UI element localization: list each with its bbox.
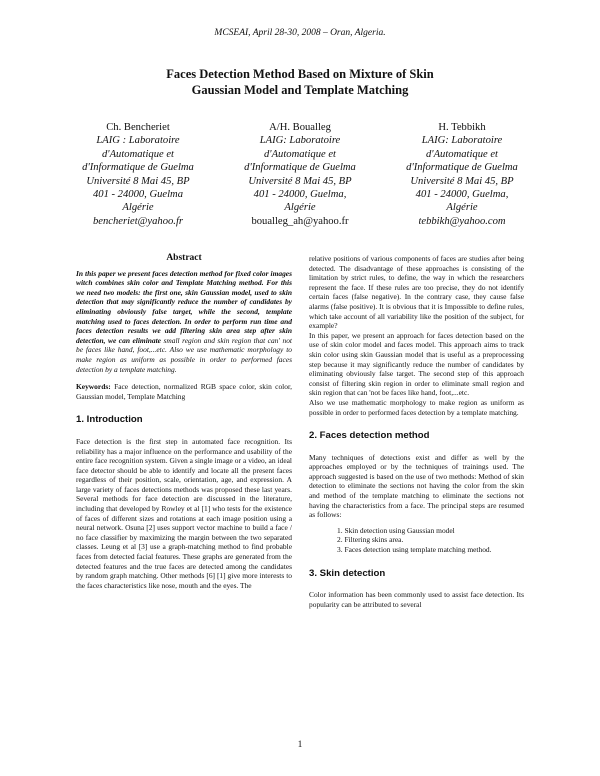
author-lab-2: d'Automatique et bbox=[264, 148, 336, 160]
author-lab-2: d'Automatique et bbox=[102, 148, 174, 160]
morphology-paragraph: Also we use mathematic morphology to make region as uniform as possible in order to performed faces detection by a template matching. bbox=[309, 397, 524, 417]
abstract-italic: small region and skin region that can' not be faces like hand, foot,...etc. Also we use mathematic morphology to make region as uniform as possible in order to performed faces detection by a template matching. bbox=[76, 335, 292, 374]
method-paragraph: Many techniques of detections exist and differ as well by the approaches employed or by the techniques of trainings used. The approach suggested is based on the use of two methods: Method of skin detection to eliminate the sections not having the color from the skin and method of the template matching to eliminate the sections not having the characteristics from a face. The principal steps are resumed as follows: bbox=[309, 452, 524, 520]
abstract-heading: Abstract bbox=[166, 253, 202, 263]
author-name: Ch. Bencheriet bbox=[106, 122, 170, 133]
author-lab: LAIG: Laboratoire bbox=[421, 135, 503, 147]
author-address-2: 401 - 24000, Guelma bbox=[92, 189, 184, 201]
author-address-1: Université 8 Mai 45, BP bbox=[86, 175, 190, 187]
paper-title bbox=[60, 66, 540, 98]
skin-paragraph: Color information has been commonly used to assist face detection. Its popularity can be attributed to several bbox=[309, 590, 524, 609]
author-address-2: 401 - 24000, Guelma, bbox=[415, 189, 509, 201]
author-country: Algérie bbox=[122, 202, 154, 214]
keywords-text: Face detection, normalized RGB space color, skin color, Gaussian model, Template Matching bbox=[76, 382, 292, 401]
author-2 bbox=[220, 121, 380, 228]
list-item: 2. Filtering skins area. bbox=[337, 535, 404, 545]
list-item: 3. Faces detection using template matching method. bbox=[337, 545, 492, 555]
author-lab-3: d'Informatique de Guelma bbox=[406, 162, 518, 174]
intro-paragraph: Face detection is the first step in automated face recognition. Its reliability has a major influence on the performance and usability of the entire face recognition system. Given a single image or a video, an ideal face detector should be able to identify and locate all the present faces regardless of their position, scale, orientation, age, and expression. A large variety of faces detections methods was proposed these last years. Several methods for face detection are discussed in the literature, including that developed by Rowley et al [1] who tests for the existence of faces of different sizes and rotations at each image position using a neural network. Osuna [2] uses support vector machine to build a face / no face classifier by maximizing the margin between the two separated classes. Leung et al [3] use a graph-matching method to find probable faces from detected facial features. These graphs are generated from the detected features and the true faces are detected among the candidates by random graph matching. Other methods [6] [1] give more interests to the faces characteristics like nose, mouth and the eyes. The bbox=[76, 436, 292, 590]
author-email: boualleg_ah@yahoo.fr bbox=[251, 215, 349, 227]
author-lab-3: d'Informatique de Guelma bbox=[244, 162, 356, 174]
section-heading-skin: 3. Skin detection bbox=[309, 567, 386, 579]
author-lab: LAIG : Laboratoire bbox=[96, 135, 180, 147]
steps-list bbox=[309, 526, 524, 555]
author-email: bencheriet@yahoo.fr bbox=[92, 215, 184, 227]
author-block bbox=[58, 121, 542, 228]
author-name: H. Tebbikh bbox=[438, 122, 486, 133]
left-column bbox=[76, 254, 292, 590]
author-country: Algérie bbox=[446, 202, 478, 214]
right-column bbox=[309, 254, 524, 609]
author-country: Algérie bbox=[284, 202, 316, 214]
author-lab: LAIG: Laboratoire bbox=[259, 135, 341, 147]
keywords-label: Keywords: bbox=[76, 382, 111, 392]
page-number: 1 bbox=[297, 740, 303, 750]
title-line-2: Gaussian Model and Template Matching bbox=[191, 83, 409, 97]
keywords bbox=[76, 382, 292, 401]
author-name: A/H. Boualleg bbox=[269, 122, 331, 133]
abstract-text bbox=[76, 269, 292, 375]
author-address-2: 401 - 24000, Guelma, bbox=[253, 189, 347, 201]
author-address-1: Université 8 Mai 45, BP bbox=[410, 175, 514, 187]
author-lab-2: d'Automatique et bbox=[426, 148, 498, 160]
approach-paragraph: In this paper, we present an approach for faces detection based on the use of skin color model and faces model. This approach aims to track skin color using skin Gaussian model that is useful as a preprocessing step because it may significantly reduce the number of candidates by eliminating obviously false target. The second step of this approach consist of filtering skin region in order to eliminate small region and skin region that can 'not be faces like hand, foot,...etc. bbox=[309, 330, 524, 398]
author-3 bbox=[382, 121, 542, 228]
author-lab-3: d'Informatique de Guelma bbox=[82, 162, 194, 174]
author-1 bbox=[58, 121, 218, 228]
section-heading-method: 2. Faces detection method bbox=[309, 430, 430, 442]
list-item: 1. Skin detection using Gaussian model bbox=[337, 525, 455, 535]
section-heading-introduction: 1. Introduction bbox=[76, 414, 143, 426]
abstract-bold: In this paper we present faces detection method for fixed color images witch combines skin color and Template Matching method. For this we need two models: the first one, skin Gaussian model, used to skin detection that may significantly reduce the number of candidates by eliminating obviously false target, while the second, template matching used to faces detection. In order to perform run time and faces detection results we add filtering skin area step after skin detection, we can eliminate bbox=[76, 268, 292, 345]
intro-continuation: relative positions of various components of faces are studies after being detected. The disadvantage of these approaches is consisting of the limitation by strict rules, to define, the way in which the researchers represent the face. If these rules are too precise, they do not identify certain faces (false negative). In the contrary case, they cause false alarms (false positive). It is obvious that it is Impossible to define rules, which take account of all variability like the position of the subject, for example? bbox=[309, 254, 524, 331]
author-email: tebbikh@yahoo.com bbox=[418, 215, 506, 227]
title-line-1: Faces Detection Method Based on Mixture of Skin bbox=[166, 67, 434, 81]
conference-header: MCSEAI, April 28-30, 2008 – Oran, Algeria. bbox=[214, 28, 386, 38]
author-address-1: Université 8 Mai 45, BP bbox=[248, 175, 352, 187]
